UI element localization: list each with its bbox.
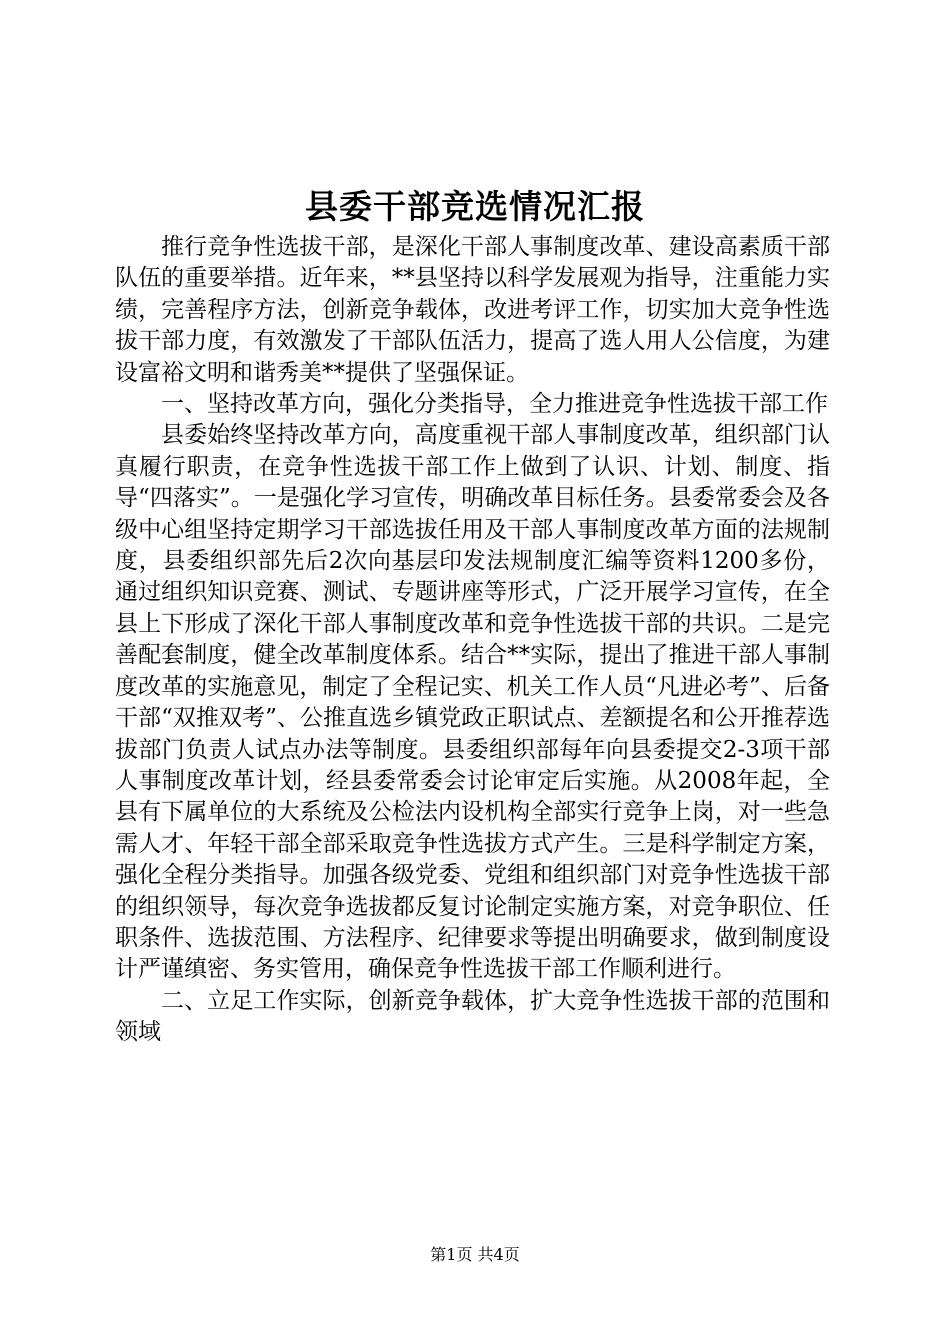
paragraph-intro: 推行竞争性选拔干部，是深化干部人事制度改革、建设高素质干部队伍的重要举措。近年来，**县坚持以科学发展观为指导，注重能力实绩，完善程序方法，创新竞争载体，改进考评工作，切实加大竞争性选拔干部力度，有效激发了干部队伍活力，提高了选人用人公信度，为建设富裕文明和谐秀美**提供了坚强保证。 — [115, 234, 830, 386]
paragraph-section-1: 县委始终坚持改革方向，高度重视干部人事制度改革，组织部门认真履行职责，在竞争性选拔干部工作上做到了认识、计划、制度、指导“四落实”。一是强化学习宣传，明确改革目标任务。县委常委会及各级中心组坚持定期学习干部选拔任用及干部人事制度改革方面的法规制度，县委组织部先后2次向基层印发法规制度汇编等资料1200多份，通过组织知识竞赛、测试、专题讲座等形式，广泛开展学习宣传，在全县上下形成了深化干部人事制度改革和竞争性选拔干部的共识。二是完善配套制度，健全改革制度体系。结合**实际，提出了推进干部人事制度改革的实施意见，制定了全程记实、机关工作人员“凡进必考”、后备干部“双推双考”、公推直选乡镇党政正职试点、差额提名和公开推荐选拔部门负责人试点办法等制度。县委组织部每年向县委提交2-3项干部人事制度改革计划，经县委常委会讨论审定后实施。从2008年起，全县有下属单位的大系统及公检法内设机构全部实行竞争上岗，对一些急需人才、年轻干部全部采取竞争性选拔方式产生。三是科学制定方案，强化全程分类指导。加强各级党委、党组和组织部门对竞争性选拔干部的组织领导，每次竞争选拔都反复讨论制定实施方案，对竞争职位、任职条件、选拔范围、方法程序、纪律要求等提出明确要求，做到制度设计严谨缜密、务实管用，确保竞争性选拔干部工作顺利进行。 — [115, 422, 830, 983]
section-heading-1: 一、坚持改革方向，强化分类指导，全力推进竞争性选拔干部工作 — [161, 391, 828, 418]
section-heading-2: 二、立足工作实际，创新竞争载体，扩大竞争性选拔干部的范围和领域 — [115, 987, 830, 1046]
document-title: 县委干部竞选情况汇报 — [305, 187, 645, 226]
document-body — [115, 232, 830, 1049]
page-number-footer: 第1页 共4页 — [430, 1245, 520, 1264]
